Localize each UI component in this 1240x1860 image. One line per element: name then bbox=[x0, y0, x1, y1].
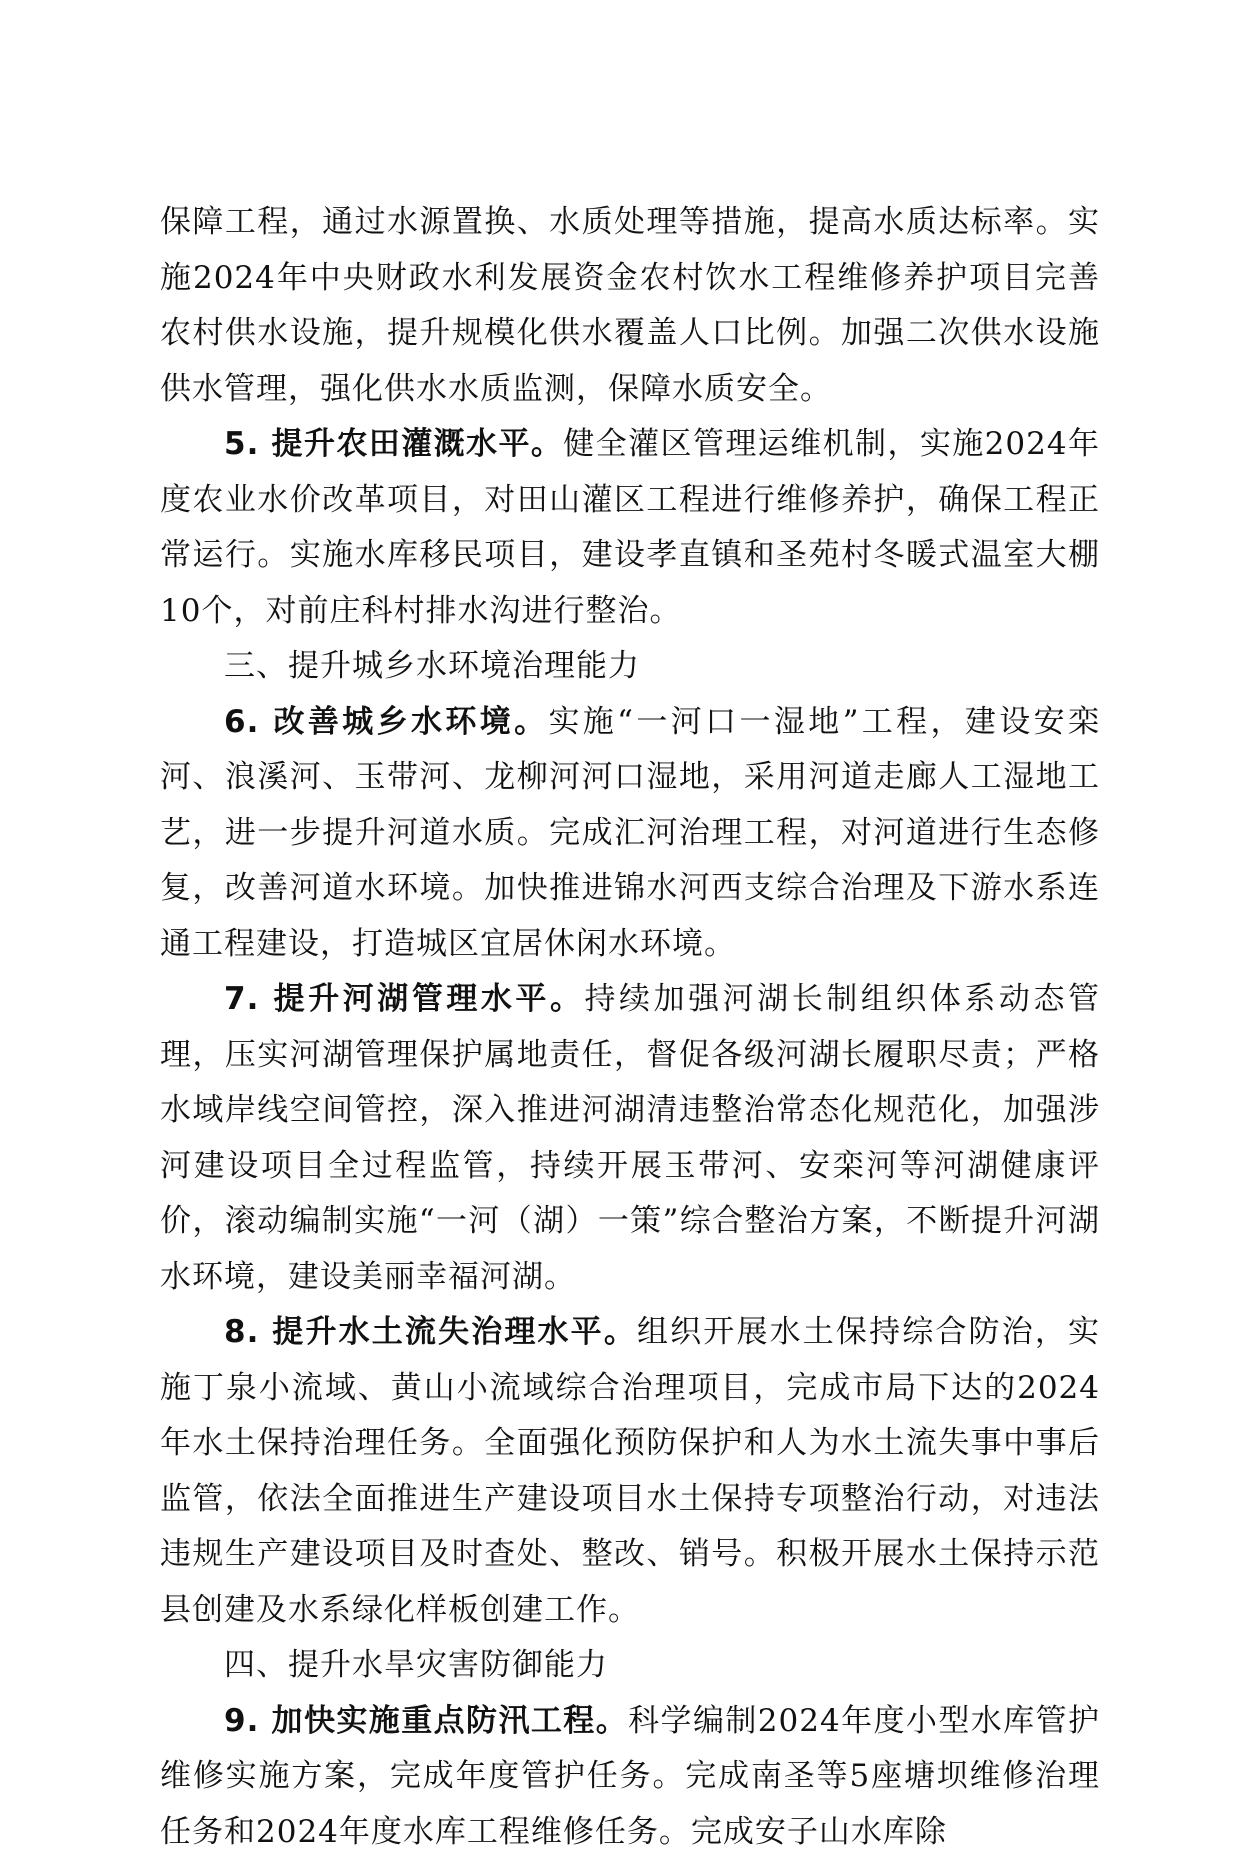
item-8-body: 组织开展水土保持综合防治，实施丁泉小流域、黄山小流域综合治理项目，完成市局下达的2024年水土保持治理任务。全面强化预防保护和人为水土流失事中事后监管，依法全面推进生产建设项目水土保持专项整治行动，对违法违规生产建设项目及时查处、整改、销号。积极开展水土保持示范县创建及水系绿化样板创建工作。 bbox=[160, 1314, 1100, 1628]
item-7-heading: 7. 提升河湖管理水平。 bbox=[224, 981, 585, 1017]
item-6-body: 实施“一河口一湿地”工程，建设安栾河、浪溪河、玉带河、龙柳河河口湿地，采用河道走廊人工湿地工艺，进一步提升河道水质。完成汇河治理工程，对河道进行生态修复，改善河道水环境。加快推进锦水河西支综合治理及下游水系连通工程建设，打造城区宜居休闲水环境。 bbox=[160, 704, 1100, 962]
item-8-heading: 8. 提升水土流失治理水平。 bbox=[224, 1314, 637, 1350]
item-5-paragraph bbox=[160, 417, 1100, 639]
item-9-body: 科学编制2024年度小型水库管护维修实施方案，完成年度管护任务。完成南圣等5座塘坝维修治理任务和2024年度水库工程维修任务。完成安子山水库除 bbox=[160, 1703, 1100, 1850]
item-9-heading: 9. 加快实施重点防汛工程。 bbox=[224, 1703, 628, 1739]
item-9-paragraph bbox=[160, 1694, 1100, 1860]
document-page bbox=[160, 195, 1100, 1860]
continuation-paragraph: 保障工程，通过水源置换、水质处理等措施，提高水质达标率。实施2024年中央财政水利发展资金农村饮水工程维修养护项目完善农村供水设施，提升规模化供水覆盖人口比例。加强二次供水设施供水管理，强化供水水质监测，保障水质安全。 bbox=[160, 195, 1100, 417]
item-8-paragraph bbox=[160, 1305, 1100, 1638]
item-6-paragraph bbox=[160, 695, 1100, 973]
item-7-body: 持续加强河湖长制组织体系动态管理，压实河湖管理保护属地责任，督促各级河湖长履职尽责；严格水域岸线空间管控，深入推进河湖清违整治常态化规范化，加强涉河建设项目全过程监管，持续开展玉带河、安栾河等河湖健康评价，滚动编制实施“一河（湖）一策”综合整治方案，不断提升河湖水环境，建设美丽幸福河湖。 bbox=[160, 981, 1100, 1295]
item-5-body: 健全灌区管理运维机制，实施2024年度农业水价改革项目，对田山灌区工程进行维修养护，确保工程正常运行。实施水库移民项目，建设孝直镇和圣苑村冬暖式温室大棚10个，对前庄科村排水沟进行整治。 bbox=[160, 426, 1100, 629]
item-6-heading: 6. 改善城乡水环境。 bbox=[224, 704, 548, 740]
section-4-heading: 四、提升水旱灾害防御能力 bbox=[160, 1638, 1100, 1694]
item-5-heading: 5. 提升农田灌溉水平。 bbox=[224, 426, 563, 462]
item-7-paragraph bbox=[160, 972, 1100, 1305]
section-3-heading: 三、提升城乡水环境治理能力 bbox=[160, 639, 1100, 695]
